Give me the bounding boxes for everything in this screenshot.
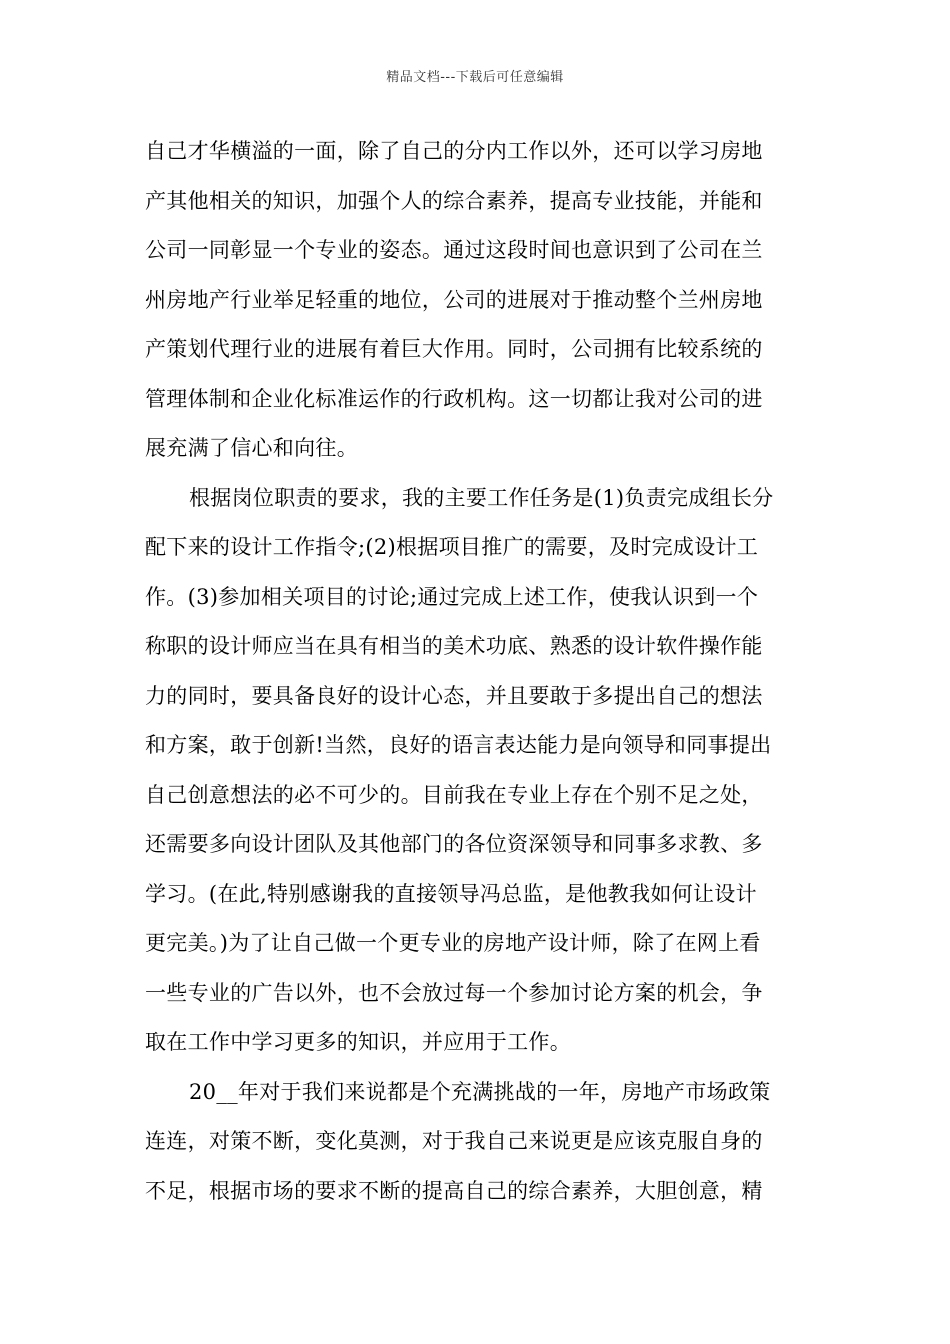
text-line: 更完美。)为了让自己做一个更专业的房地产设计师，除了在网上看 [145,931,761,955]
text-line: 产策划代理行业的进展有着巨大作用。同时，公司拥有比较系统的 [145,337,763,361]
text-line: 自己才华横溢的一面，除了自己的分内工作以外，还可以学习房地 [145,139,763,163]
text-line: 和方案，敢于创新!当然，良好的语言表达能力是向领导和同事提出 [145,733,772,757]
text-line: 根据岗位职责的要求，我的主要工作任务是(1)负责完成组长分 [189,485,774,510]
page-header: 精品文档---下载后可任意编辑 [386,70,564,85]
paragraph-2 [145,474,807,1068]
text-line: 取在工作中学习更多的知识，并应用于工作。 [145,1030,571,1054]
text-line: 公司一同彰显一个专业的姿态。通过这段时间也意识到了公司在兰 [145,238,763,262]
text-line: 配下来的设计工作指令;(2)根据项目推广的需要，及时完成设计工 [145,535,759,559]
text-line: 自己创意想法的必不可少的。目前我在专业上存在个别不足之处， [145,782,763,807]
text-line: 称职的设计师应当在具有相当的美术功底、熟悉的设计软件操作能 [145,634,763,658]
text-line: 不足，根据市场的要求不断的提高自己的综合素养，大胆创意，精 [145,1178,763,1203]
text-line: 力的同时，要具备良好的设计心态，并且要敢于多提出自己的想法 [145,683,763,708]
text-line: 产其他相关的知识，加强个人的综合素养，提高专业技能，并能和 [145,188,763,213]
paragraph-3 [145,1068,807,1217]
text-line: 一些专业的广告以外，也不会放过每一个参加讨论方案的机会，争 [145,980,763,1005]
text-line: 管理体制和企业化标准运作的行政机构。这一切都让我对公司的进 [145,386,763,411]
text-line: 作。(3)参加相关项目的讨论;通过完成上述工作，使我认识到一个 [145,584,759,609]
text-line: 学习。(在此,特别感谢我的直接领导冯总监，是他教我如何让设计 [145,881,757,906]
document-body [145,127,807,1216]
text-line: 连连，对策不断，变化莫测，对于我自己来说更是应该克服自身的 [145,1129,763,1153]
paragraph-1 [145,127,807,474]
text-line: 20__年对于我们来说都是个充满挑战的一年，房地产市场政策 [189,1079,771,1104]
text-line: 展充满了信心和向往。 [145,436,358,460]
text-line: 还需要多向设计团队及其他部门的各位资深领导和同事多求教、多 [145,832,763,856]
text-line: 州房地产行业举足轻重的地位，公司的进展对于推动整个兰州房地 [145,287,763,312]
